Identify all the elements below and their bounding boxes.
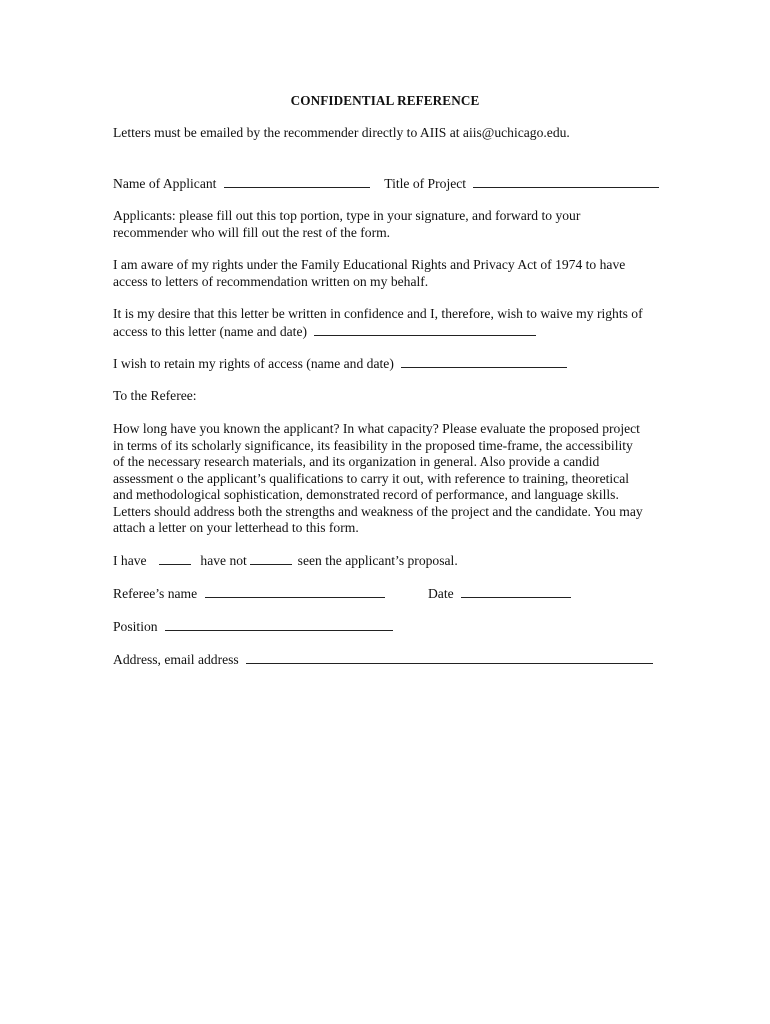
referee-name-field[interactable] xyxy=(205,585,385,598)
referee-instructions-line: attach a letter on your letterhead to this form. xyxy=(113,520,359,535)
referee-instructions-line: in terms of its scholarly significance, its feasibility in the proposed time-frame, the accessibility xyxy=(113,437,633,453)
retain-rights-label: I wish to retain my rights of access (name and date) xyxy=(113,356,394,371)
referee-instructions-line: of the necessary research materials, and its organization in general. Also provide a candid xyxy=(113,454,600,469)
waive-rights-label: access to this letter (name and date) xyxy=(113,323,308,339)
referee-instructions-line: How long have you known the applicant? In what capacity? Please evaluate the proposed project xyxy=(113,421,640,436)
waive-rights-line-with-field xyxy=(113,323,658,341)
retain-rights-row xyxy=(113,355,567,373)
referee-instructions-line: and methodological sophistication, demonstrated record of performance, and language skills. xyxy=(113,487,619,502)
proposal-seen-suffix: seen the applicant’s proposal. xyxy=(297,553,458,568)
rights-awareness-line: I am aware of my rights under the Family Educational Rights and Privacy Act of 1974 to have xyxy=(113,257,626,272)
have-not-label: have not xyxy=(200,553,247,568)
to-referee-heading: To the Referee: xyxy=(113,388,197,403)
form-title: CONFIDENTIAL REFERENCE xyxy=(290,93,480,108)
referee-instructions-paragraph xyxy=(113,421,658,537)
referee-instructions-line: assessment o the applicant’s qualifications to carry it out, with reference to training, theoretical xyxy=(113,470,630,486)
project-title-field[interactable] xyxy=(473,175,659,188)
applicant-instructions-line: recommender who will fill out the rest of the form. xyxy=(113,224,391,240)
position-row xyxy=(113,618,393,636)
applicant-name-label: Name of Applicant xyxy=(113,176,217,191)
applicant-instructions-line: Applicants: please fill out this top portion, type in your signature, and forward to your xyxy=(113,208,581,223)
waive-rights-paragraph xyxy=(113,306,658,340)
have-label: I have xyxy=(113,553,147,568)
waive-rights-line: It is my desire that this letter be written in confidence and I, therefore, wish to waive my rights of xyxy=(113,306,643,321)
address-label: Address, email address xyxy=(113,652,239,667)
referee-name-label: Referee’s name xyxy=(113,586,198,601)
have-not-seen-field[interactable] xyxy=(250,552,292,565)
applicant-name-field[interactable] xyxy=(224,175,370,188)
waive-rights-signature-field[interactable] xyxy=(314,323,536,336)
position-label: Position xyxy=(113,619,158,634)
address-row xyxy=(113,651,653,669)
email-note: Letters must be emailed by the recommender directly to AIIS at aiis@uchicago.edu. xyxy=(113,125,570,140)
referee-instructions-line: Letters should address both the strengths and weakness of the project and the candidate. You may xyxy=(113,503,643,519)
proposal-seen-row xyxy=(113,552,458,570)
rights-awareness-line: access to letters of recommendation written on my behalf. xyxy=(113,273,429,289)
date-label: Date xyxy=(427,586,454,601)
applicant-instructions xyxy=(113,208,658,241)
applicant-row xyxy=(113,175,659,193)
referee-name-row xyxy=(113,585,571,603)
retain-rights-signature-field[interactable] xyxy=(401,355,567,368)
rights-awareness-paragraph xyxy=(113,257,658,290)
address-field[interactable] xyxy=(246,651,653,664)
date-field[interactable] xyxy=(461,585,571,598)
position-field[interactable] xyxy=(165,618,393,631)
project-title-label: Title of Project xyxy=(384,176,467,191)
have-seen-field[interactable] xyxy=(159,552,191,565)
